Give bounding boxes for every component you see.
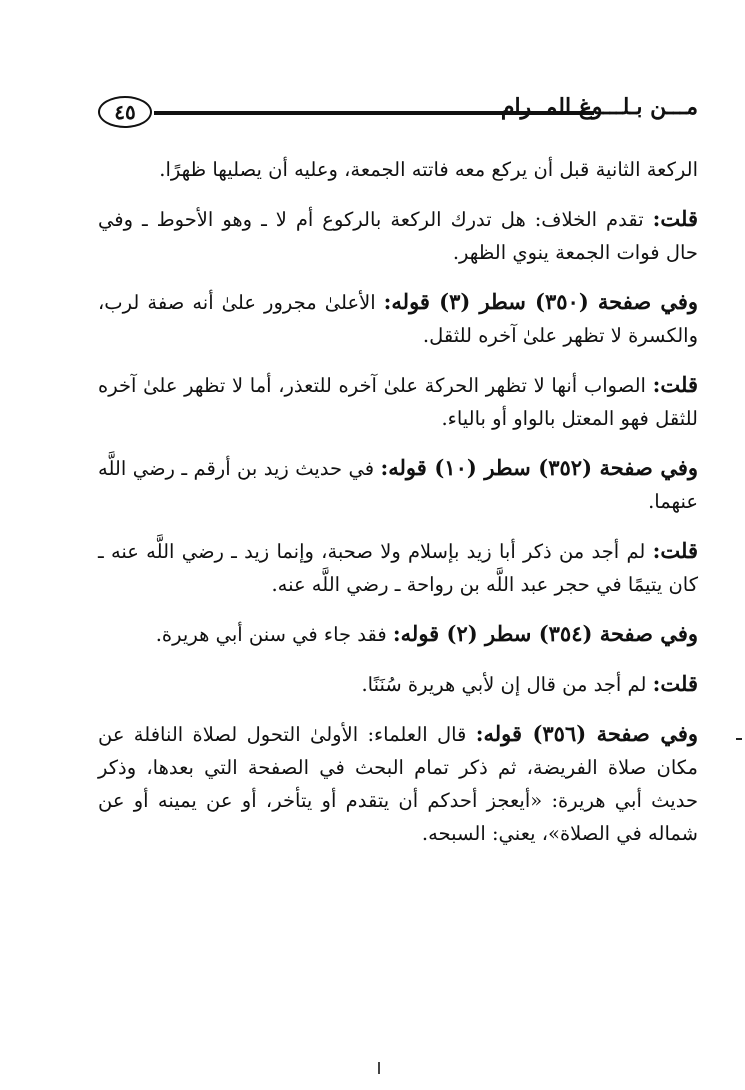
paragraph-text: فقد جاء في سنن أبي هريرة. [155,623,393,646]
paragraph [98,534,698,601]
paragraph [98,285,698,352]
paragraph-text: الأعلىٰ مجرور علىٰ أنه صفة لرب، والكسرة لا تظهر علىٰ آخره للثقل. [98,291,698,347]
paragraph [98,667,698,701]
paragraph [98,617,698,651]
paragraph [98,202,698,269]
paragraph [98,717,698,850]
paragraph-lead: وفي صفحة (٣٥٦) قوله: [475,721,698,746]
paragraph-text: قال العلماء: الأولىٰ التحول لصلاة النافلة عن مكان صلاة الفريضة، ثم ذكر تمام البحث في الصفحة التي بعدها، وذكر حديث أبي هريرة: «أيعجز أحدكم أن يتقدم أو يتأخر، أو عن يمينه أو عن شماله في الصلاة»، يعني: السبحه. [98,723,698,845]
margin-mark [736,738,742,740]
page-header [98,92,698,138]
paragraph-lead: وفي صفحة (٣٥٠) سطر (٣) قوله: [383,289,699,314]
paragraph-lead: قلت: [652,538,698,563]
paragraph-lead: وفي صفحة (٣٥٤) سطر (٢) قوله: [392,621,698,646]
paragraph [98,451,698,518]
running-title: مـــن بـلـــوغ المــرام [500,94,698,120]
paragraph-text: لم أجد من قال إن لأبي هريرة سُنَنًا. [361,673,653,696]
scan-mark [378,1062,380,1074]
paragraph-text: الركعة الثانية قبل أن يركع معه فاتته الجمعة، وعليه أن يصليها ظهرًا. [159,158,698,181]
paragraph-lead: قلت: [652,372,698,397]
paragraph-lead: وفي صفحة (٣٥٢) سطر (١٠) قوله: [380,455,699,480]
paragraph-text: في حديث زيد بن أرقم ـ رضي اللَّه عنهما. [98,457,698,513]
paragraph [98,368,698,435]
paragraph-text: لم أجد من ذكر أبا زيد بإسلام ولا صحبة، وإنما زيد ـ رضي اللَّه عنه ـ كان يتيمًا في حجر عبد اللَّه بن رواحة ـ رضي اللَّه عنه. [98,540,698,596]
page-number: ٤٥ [98,96,152,128]
paragraph-text: الصواب أنها لا تظهر الحركة علىٰ آخره للتعذر، أما لا تظهر علىٰ آخره للثقل فهو المعتل بالواو أو بالياء. [98,374,698,430]
paragraph-lead: قلت: [652,206,698,231]
paragraph-lead: قلت: [652,671,698,696]
page-body [98,152,698,866]
paragraph [98,152,698,186]
paragraph-text: تقدم الخلاف: هل تدرك الركعة بالركوع أم لا ـ وهو الأحوط ـ وفي حال فوات الجمعة ينوي الظهر. [98,208,698,264]
